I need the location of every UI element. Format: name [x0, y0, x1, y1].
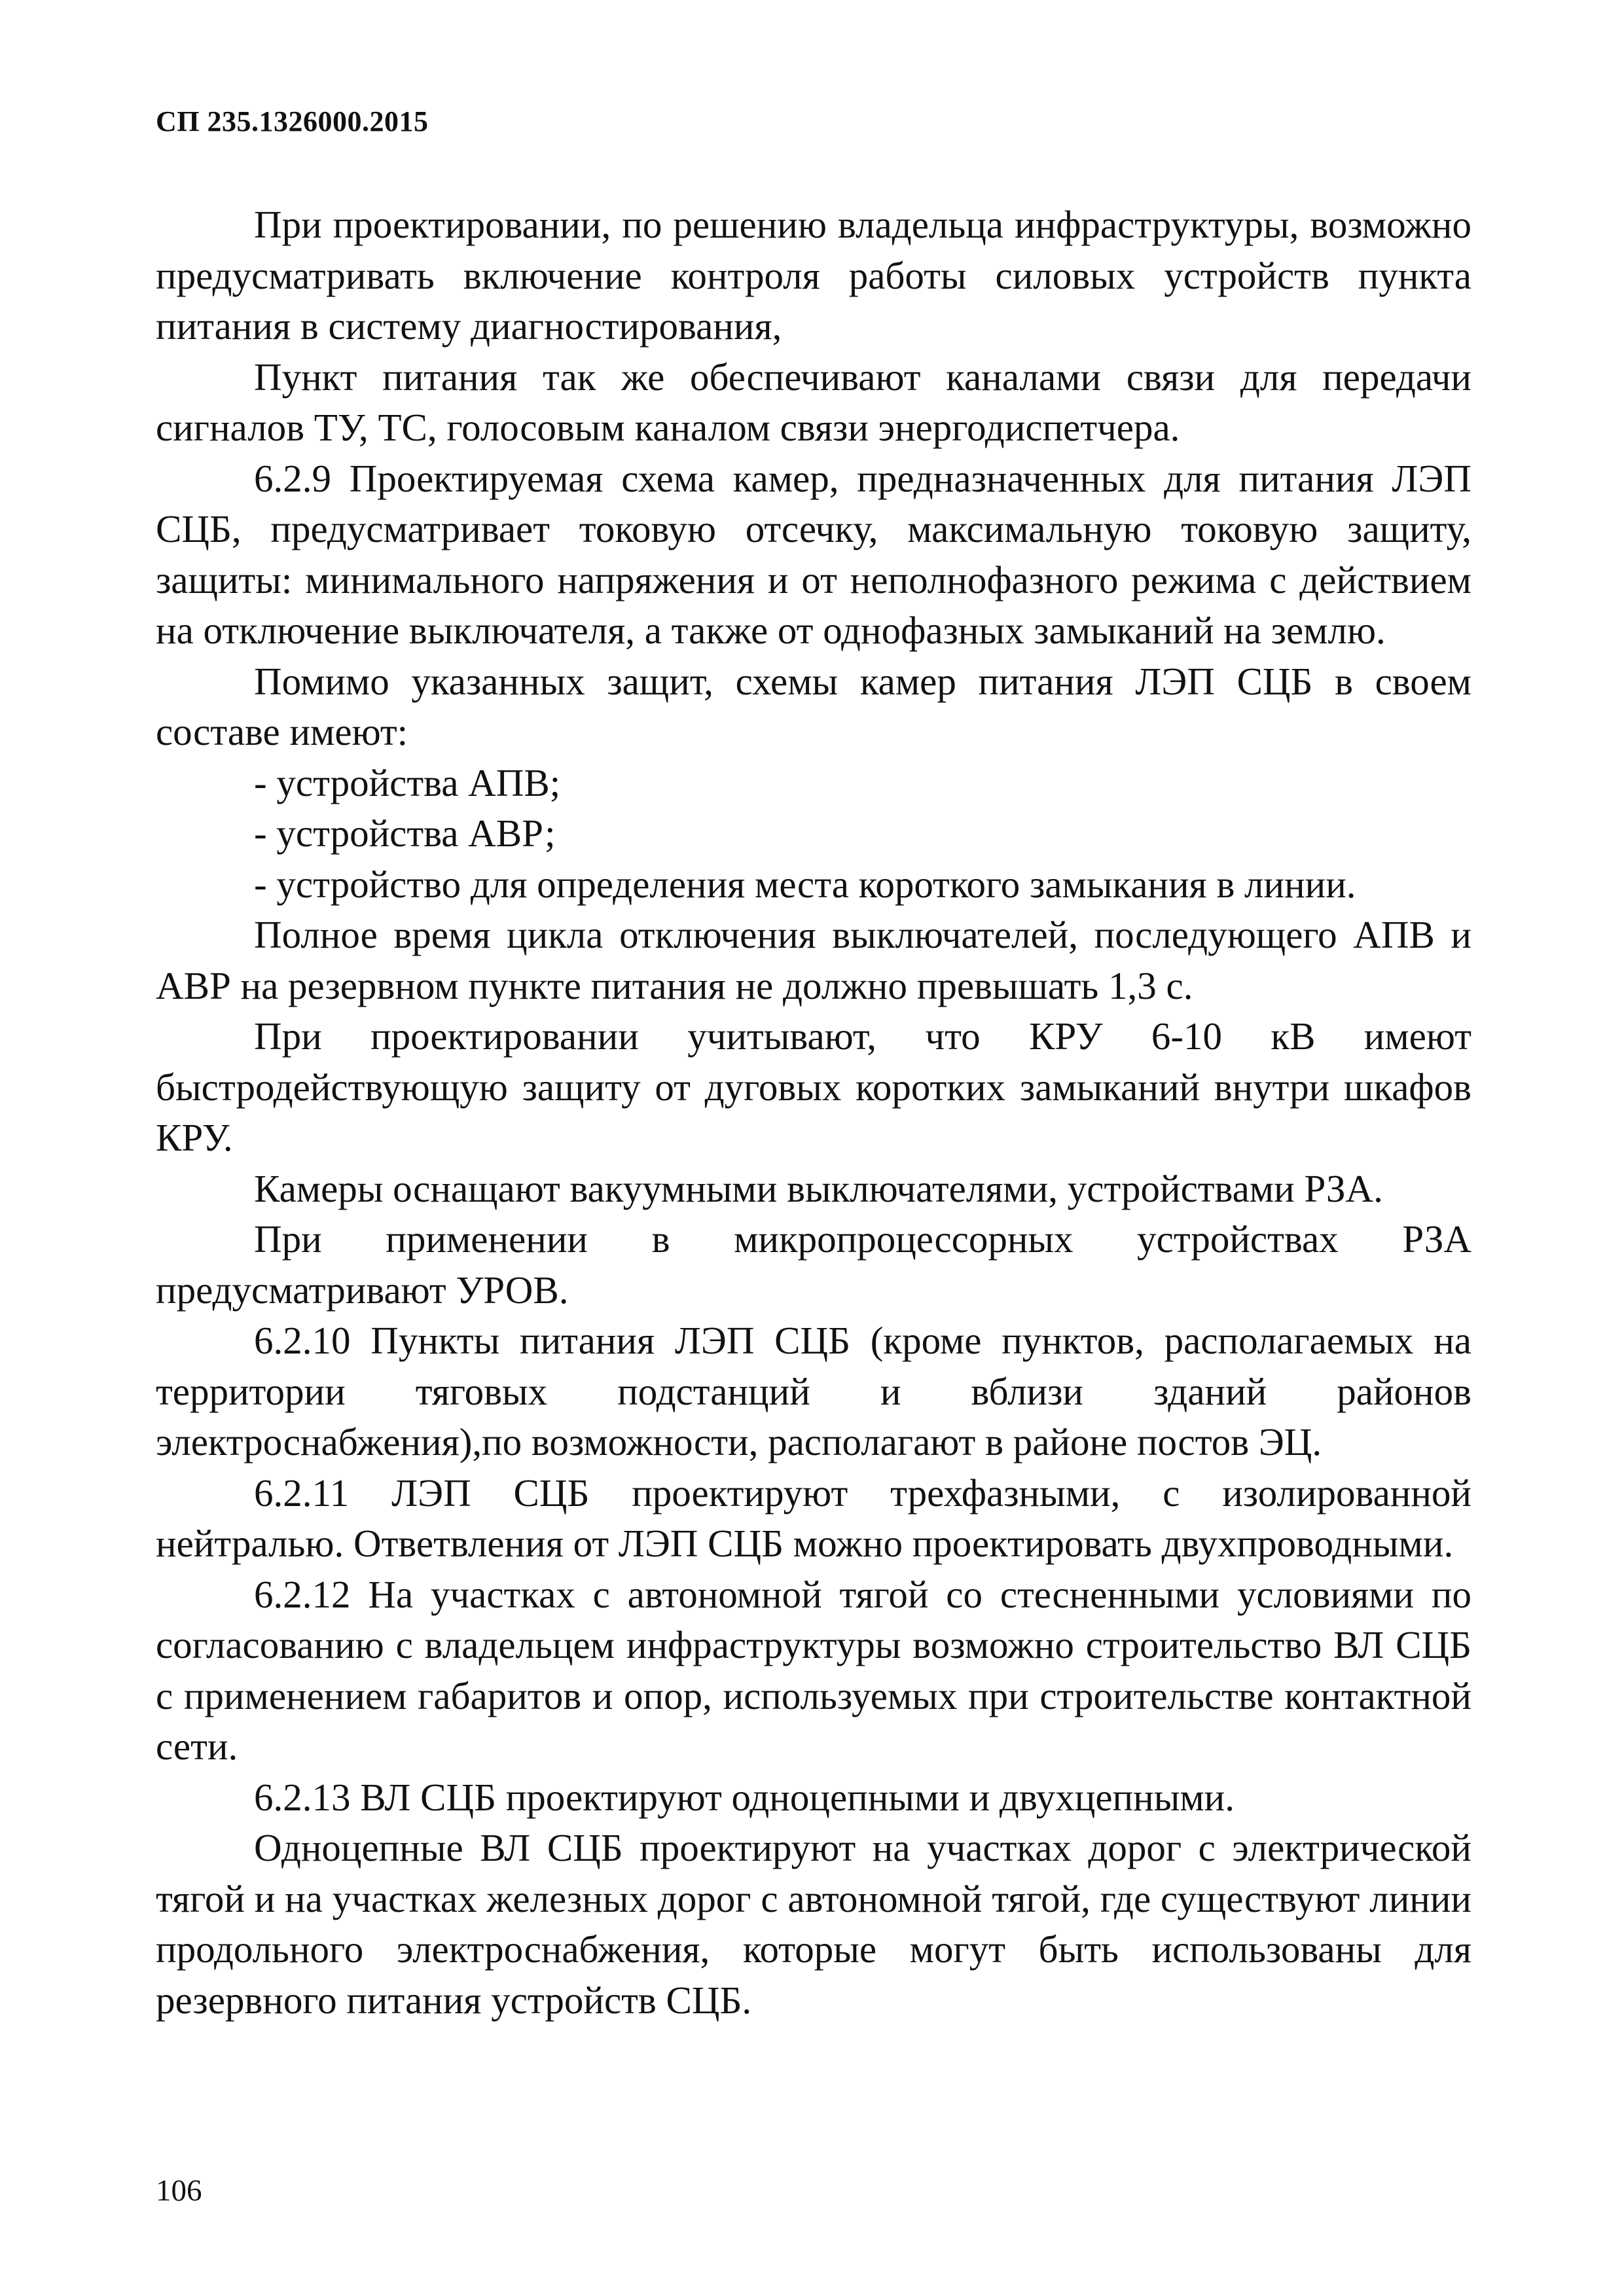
- document-code-header: СП 235.1326000.2015: [156, 105, 429, 137]
- paragraph: Одноцепные ВЛ СЦБ проектируют на участках дорог с электрической тягой и на участках железных дорог с автономной тягой, где существуют линии продольного электроснабжения, которые могут быть использованы для резервного питания устройств СЦБ.: [156, 1826, 1471, 2022]
- document-body: [156, 200, 1471, 2026]
- paragraph: При проектировании учитывают, что КРУ 6-10 кВ имеют быстродействующую защиту от дуговых коротких замыканий внутри шкафов КРУ.: [156, 1014, 1471, 1159]
- paragraph: Полное время цикла отключения выключателей, последующего АПВ и АВР на резервном пункте питания не должно превышать 1,3 с.: [156, 913, 1471, 1007]
- list-item: - устройства АВР;: [254, 812, 556, 855]
- paragraph-6-2-11: 6.2.11 ЛЭП СЦБ проектируют трехфазными, с изолированной нейтралью. Ответвления от ЛЭП СЦБ можно проектировать двухпроводными.: [156, 1471, 1471, 1565]
- paragraph-6-2-13: 6.2.13 ВЛ СЦБ проектируют одноцепными и двухцепными.: [254, 1775, 1235, 1819]
- paragraph: Помимо указанных защит, схемы камер питания ЛЭП СЦБ в своем составе имеют:: [156, 659, 1471, 753]
- paragraph: При применении в микропроцессорных устройствах РЗА предусматривают УРОВ.: [156, 1217, 1471, 1312]
- paragraph: Пункт питания так же обеспечивают каналами связи для передачи сигналов ТУ, ТС, голосовым каналом связи энергодиспетчера.: [156, 355, 1471, 449]
- list-item: - устройства АПВ;: [254, 761, 561, 804]
- paragraph: Камеры оснащают вакуумными выключателями, устройствами РЗА.: [254, 1166, 1383, 1210]
- list-item: - устройство для определения места короткого замыкания в линии.: [254, 862, 1356, 906]
- paragraph-6-2-12: 6.2.12 На участках с автономной тягой со стесненными условиями по согласованию с владельцем инфраструктуры возможно строительство ВЛ СЦБ с применением габаритов и опор, используемых при строительстве контактной сети.: [156, 1572, 1471, 1768]
- paragraph: При проектировании, по решению владельца инфраструктуры, возможно предусматривать включение контроля работы силовых устройств пункта питания в систему диагностирования,: [156, 203, 1471, 348]
- page-number: 106: [156, 2174, 202, 2208]
- paragraph-6-2-9: 6.2.9 Проектируемая схема камер, предназначенных для питания ЛЭП СЦБ, предусматривает токовую отсечку, максимальную токовую защиту, защиты: минимального напряжения и от неполнофазного режима с действием на отключение выключателя, а также от однофазных замыканий на землю.: [156, 456, 1471, 652]
- paragraph-6-2-10: 6.2.10 Пункты питания ЛЭП СЦБ (кроме пунктов, располагаемых на территории тяговых подстанций и вблизи зданий районов электроснабжения),по возможности, располагают в районе постов ЭЦ.: [156, 1319, 1471, 1463]
